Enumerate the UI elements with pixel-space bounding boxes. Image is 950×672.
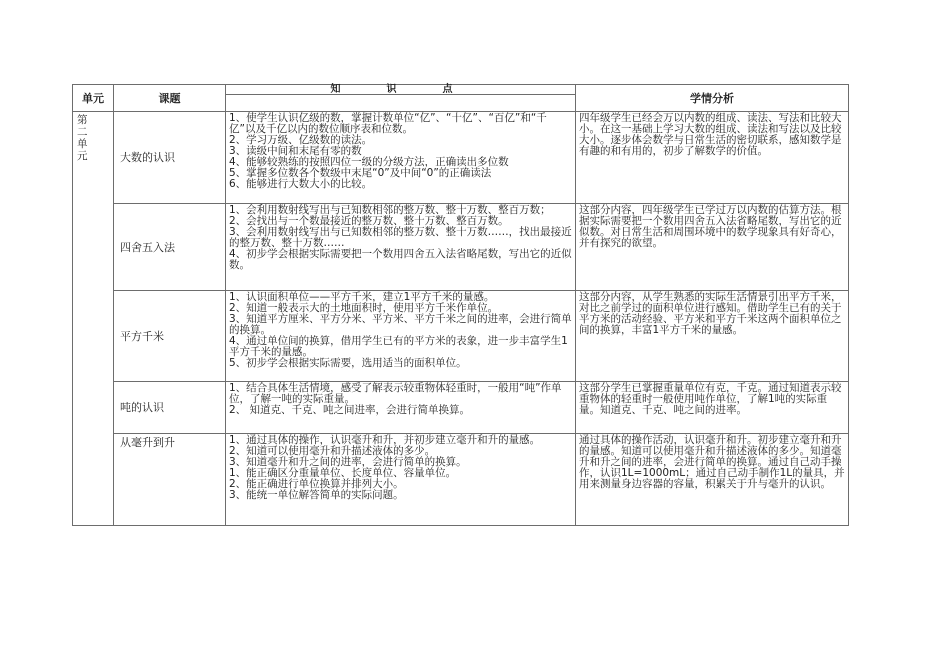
analysis-cell: 四年级学生已经会万以内数的组成、读法、写法和比较大小。在这一基础上学习大数的组成、读法和写法以及比较大小。逐步体会数学与日常生活的密切联系，感知数学是有趣的和有用的，初步了解数学的价值。 [576,112,849,204]
header-knowledge-label: 知 识 点 [226,85,575,95]
knowledge-point: 4、通过单位间的换算，借用学生已有的平方米的表象，进一步丰富学生1平方千米的量感。 [229,335,568,358]
table-row [73,112,849,204]
header-unit: 单元 [73,85,114,112]
analysis-cell: 这部分内容，四年级学生已学过万以内数的估算方法。根据实际需要把一个数用四舍五入法省略尾数，写出它的近似数。对日常生活和周围环境中的数学现象具有好奇心，并有探究的欲望。 [576,204,849,291]
knowledge-point: 2、知道可以使用毫升和升描述液体的多少。 [229,445,436,457]
table-row [73,204,849,291]
topic-cell: 大数的认识 [114,112,226,204]
analysis-cell: 这部分学生已掌握重量单位有克，千克。通过知道表示较重物体的轻重时一般使用吨作单位，了解1吨的实际重量。知道克、千克、吨之间的进率。 [576,382,849,434]
header-topic: 课题 [114,85,226,112]
knowledge-point: 2、学习万级、亿级数的读法。 [229,134,373,146]
knowledge-point: 4、能够较熟练的按照四位一级的分级方法，正确读出多位数 [229,156,509,168]
analysis-cell: 通过具体的操作活动，认识毫升和升。初步建立毫升和升的量感。知道可以使用毫升和升描述液体的多少。知道毫升和升之间的进率，会进行简单的换算。通过自己动手操作，认识1L=1000mL；通过自己动手制作1L的量具，并用来测量身边容器的容量，积累关于升与毫升的认识。 [576,434,849,526]
knowledge-point: 5、初步学会根据实际需要，选用适当的面积单位。 [229,357,467,369]
knowledge-point: 5、掌握多位数各个数级中末尾“0”及中间“0”的正确读法 [229,167,492,179]
knowledge-point: 3、能统一单位解答简单的实际问题。 [229,489,404,501]
knowledge-point: 2、 知道克、千克、吨之间进率，会进行简单换算。 [229,404,471,416]
knowledge-cell [226,204,576,291]
knowledge-point: 1、认识面积单位——平方千米，建立1平方千米的量感。 [229,291,495,303]
knowledge-point: 4、初步学会根据实际需要把一个数用四舍五入法省略尾数，写出它的近似数。 [229,248,572,271]
knowledge-point: 2、知道一般表示大的土地面积时，使用平方千米作单位。 [229,302,499,314]
header-analysis: 学情分析 [576,85,849,112]
knowledge-point: 1、能正确区分重量单位、长度单位、容量单位。 [229,467,457,479]
knowledge-point: 2、能正确进行单位换算并排列大小。 [229,478,404,490]
knowledge-cell [226,434,576,526]
knowledge-point: 3、知道毫升和升之间的进率，会进行简单的换算。 [229,456,467,468]
knowledge-point: 6、能够进行大数大小的比较。 [229,178,373,190]
header-row [73,85,849,112]
knowledge-cell [226,291,576,382]
topic-cell: 四舍五入法 [114,204,226,291]
table-row [73,434,849,526]
curriculum-table [72,84,849,526]
topic-cell: 从毫升到升 [114,434,226,526]
knowledge-point: 1、会利用数射线写出与已知数相邻的整万数、整十万数、整百万数； [229,204,551,216]
knowledge-point: 3、会利用数射线写出与已知数相邻的整万数、整十万数……，找出最接近的整万数、整十万数…… [229,226,572,249]
table-row [73,291,849,382]
knowledge-cell [226,112,576,204]
topic-cell: 平方千米 [114,291,226,382]
knowledge-point: 1、使学生认识亿级的数，掌握计数单位“亿”、“十亿”、“百亿”和“千亿”以及千亿以内的数位顺序表和位数。 [229,112,547,135]
knowledge-point: 3、读级中间和末尾有零的数 [229,145,362,157]
unit-cell: 第二单元 [73,112,114,526]
table-row [73,382,849,434]
header-knowledge [226,85,576,112]
knowledge-cell [226,382,576,434]
analysis-cell: 这部分内容，从学生熟悉的实际生活情景引出平方千米，对比之前学过的面积单位进行感知。借助学生已有的关于平方米的活动经验、平方米和平方千米这两个面积单位之间的换算，丰富1平方千米的量感。 [576,291,849,382]
knowledge-point: 2、会找出与一个数最接近的整万数、整十万数、整百万数。 [229,215,509,227]
knowledge-point: 3、知道平方厘米、平方分米、平方米、平方千米之间的进率，会进行简单的换算。 [229,313,572,336]
knowledge-point: 1、通过具体的操作，认识毫升和升，并初步建立毫升和升的量感。 [229,434,541,446]
knowledge-point: 1、结合具体生活情境，感受了解表示较重物体轻重时，一般用“吨”作单位，了解一吨的实际重量。 [229,382,562,405]
topic-cell: 吨的认识 [114,382,226,434]
